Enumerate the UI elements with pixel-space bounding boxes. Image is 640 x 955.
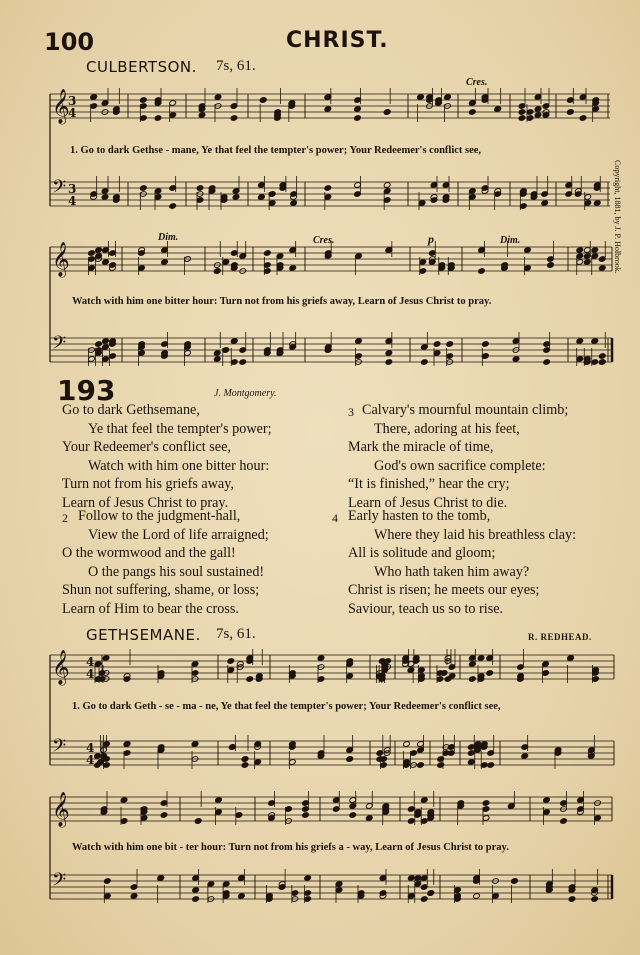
note-head <box>160 812 168 819</box>
note-head <box>157 875 165 882</box>
verse-1-line: Watch with him one bitter hour: <box>88 457 270 474</box>
note-head <box>246 676 254 683</box>
note-head <box>512 356 520 363</box>
note-head <box>355 338 363 345</box>
time-sig: 3 <box>68 94 77 108</box>
note-head <box>403 741 411 748</box>
verse-1-line: Learn of Jesus Christ to pray. <box>62 494 229 511</box>
note-head <box>421 359 429 366</box>
note-head <box>473 893 481 900</box>
time-sig: 4 <box>86 741 95 755</box>
note-head <box>354 115 362 122</box>
verse-3-line: There, adoring at his feet, <box>374 420 520 437</box>
note-head <box>383 109 391 116</box>
tune2-composer: R. REDHEAD. <box>528 632 592 642</box>
note-head <box>317 655 325 662</box>
verse-4-line: Christ is risen; he meets our eyes; <box>348 582 540 599</box>
tune1-dyn-dim1: Dim. <box>158 232 179 243</box>
note-head <box>487 762 495 769</box>
verse-2-number: 2 <box>62 511 68 525</box>
note-head <box>494 106 502 113</box>
note-head <box>385 359 393 366</box>
note-head <box>120 797 128 804</box>
note-head <box>213 350 221 357</box>
note-head <box>214 94 222 101</box>
note-head <box>354 106 362 113</box>
note-head <box>547 262 555 269</box>
note-head <box>534 106 542 113</box>
note-head <box>346 756 354 763</box>
note-head <box>407 667 415 674</box>
treble-clef: 𝄞 <box>52 242 70 277</box>
note-head <box>94 753 102 760</box>
note-head <box>191 741 199 748</box>
tune1-dyn-cres1: Cres. <box>466 77 488 88</box>
bass-clef: 𝄢 <box>52 333 67 358</box>
verse-2-line: Shun not suffering, shame, or loss; <box>62 582 260 599</box>
note-head <box>238 893 246 900</box>
note-head <box>289 265 297 272</box>
treble-clef: 𝄞 <box>52 650 70 685</box>
note-head <box>241 762 249 769</box>
note-head <box>469 676 477 683</box>
note-head <box>232 194 240 201</box>
note-head <box>290 200 298 207</box>
note-head <box>417 94 425 101</box>
note-head <box>518 115 526 122</box>
copyright-notice: Copyright, 1881, by J. P. Holbrook. <box>613 160 622 274</box>
note-head <box>598 265 606 272</box>
note-head <box>192 896 200 903</box>
tune2-lyrics-line1: 1. Go to dark Geth - se - ma - ne, Ye that feel the tempter's power; Your Redeemer's conflict see, <box>72 701 501 712</box>
verse-4-line: Saviour, teach us so to rise. <box>348 600 504 617</box>
note-head <box>258 194 266 201</box>
note-head <box>196 185 204 192</box>
note-head <box>593 200 601 207</box>
hymn-author: J. Montgomery. <box>214 388 277 399</box>
note-head <box>576 338 584 345</box>
note-head <box>478 268 486 275</box>
verse-2-line: View the Lord of life arraigned; <box>88 526 269 543</box>
verse-1-line: Ye that feel the tempter's power; <box>88 420 272 437</box>
note-head <box>304 875 312 882</box>
note-head <box>407 875 415 882</box>
note-head <box>154 115 162 122</box>
verse-2-line: O the wormwood and the gall! <box>62 545 236 562</box>
verse-1-line: Turn not from his griefs away, <box>62 476 234 493</box>
note-head <box>541 200 549 207</box>
note-head <box>448 673 456 680</box>
verse-4-line: Where they laid his breathless clay: <box>374 526 577 543</box>
verse-1-line: Your Redeemer's conflict see, <box>62 439 231 456</box>
note-head <box>102 338 110 345</box>
treble-clef: 𝄞 <box>52 792 70 827</box>
note-head <box>385 350 393 357</box>
note-head <box>482 341 490 348</box>
note-head <box>140 97 148 104</box>
note-head <box>469 109 477 116</box>
verse-2-line: O the pangs his soul sustained! <box>88 563 265 580</box>
bass-clef: 𝄢 <box>52 736 67 761</box>
note-head <box>518 109 526 116</box>
treble-clef: 𝄞 <box>52 89 70 124</box>
note-head <box>591 247 599 254</box>
note-head <box>482 800 490 807</box>
time-sig: 4 <box>68 106 77 120</box>
tune2-name: GETHSEMANE. <box>86 626 201 644</box>
note-head <box>567 109 575 116</box>
note-head <box>427 890 435 897</box>
note-head <box>324 185 332 192</box>
note-head <box>486 670 494 677</box>
note-head <box>560 818 568 825</box>
note-head <box>264 250 272 257</box>
note-head <box>94 762 102 769</box>
note-head <box>576 247 584 254</box>
hymn-number: 193 <box>57 374 116 407</box>
note-head <box>230 115 238 122</box>
note-head <box>568 896 576 903</box>
verse-4-line: Who hath taken him away? <box>374 563 530 580</box>
note-head <box>302 812 310 819</box>
note-head <box>365 815 373 822</box>
time-sig: 4 <box>86 655 95 669</box>
tune1-lyrics-line2: Watch with him one bitter hour: Turn not from his griefs away, Learn of Jesus Christ to pray. <box>72 296 492 307</box>
tune1-dyn-p: p <box>428 232 434 246</box>
note-head <box>95 247 103 254</box>
verse-3-line: Calvary's mournful mountain climb; <box>362 402 569 418</box>
note-head <box>169 203 177 210</box>
tune1-meter: 7s, 61. <box>216 58 256 74</box>
verse-1-line: Go to dark Gethsemane, <box>62 402 200 418</box>
note-head <box>467 759 475 766</box>
note-head <box>213 356 221 363</box>
note-head <box>239 359 247 366</box>
tune1-dyn-dim2: Dim. <box>500 235 521 246</box>
note-head <box>407 818 415 825</box>
note-head <box>420 797 428 804</box>
note-head <box>521 753 529 760</box>
time-sig: 4 <box>86 667 95 681</box>
verse-3-line: Mark the miracle of time, <box>348 439 494 456</box>
verse-3-line: God's own sacrifice complete: <box>374 457 546 474</box>
bass-clef: 𝄢 <box>52 870 67 895</box>
note-head <box>349 812 357 819</box>
time-sig: 3 <box>68 182 77 196</box>
note-head <box>524 247 532 254</box>
note-head <box>433 341 441 348</box>
note-head <box>591 896 599 903</box>
note-head <box>534 112 542 119</box>
note-head <box>161 259 169 266</box>
note-head <box>583 259 591 266</box>
verse-3-number: 3 <box>348 405 354 419</box>
note-head <box>324 106 332 113</box>
note-head <box>192 887 200 894</box>
note-head <box>213 268 221 275</box>
note-head <box>417 762 425 769</box>
note-head <box>102 655 110 662</box>
note-head <box>88 250 96 257</box>
verse-2-line: Follow to the judgment-hall, <box>78 508 241 524</box>
time-sig: 4 <box>86 753 95 767</box>
note-head <box>227 658 235 665</box>
verse-3-line: “It is finished,” hear the cry; <box>348 476 510 493</box>
note-head <box>477 655 485 662</box>
tune1-lyrics-line1: 1. Go to dark Gethse - mane, Ye that feel the tempter's power; Your Redeemer's conflict see, <box>70 145 482 156</box>
tune2-meter: 7s, 61. <box>216 626 256 642</box>
verse-3-line: Learn of Jesus Christ to die. <box>348 494 508 511</box>
time-sig: 4 <box>68 194 77 208</box>
tune1-name: CULBERTSON. <box>86 58 197 76</box>
verse-4-line: All is solitude and gloom; <box>348 545 496 562</box>
note-head <box>90 94 98 101</box>
tune1-dyn-cres2: Cres. <box>313 235 335 246</box>
note-head <box>259 97 267 104</box>
verse-4-line: Early hasten to the tomb, <box>348 508 491 524</box>
note-head <box>130 893 138 900</box>
note-head <box>420 896 428 903</box>
tune2-lyrics-line2: Watch with him one bit - ter hour: Turn not from his griefs a - way, Learn of Jesus Christ to pray. <box>72 842 509 853</box>
note-head <box>140 185 148 192</box>
note-head <box>567 655 575 662</box>
note-head <box>215 797 223 804</box>
note-head <box>579 115 587 122</box>
note-head <box>446 341 454 348</box>
note-head <box>198 112 206 119</box>
note-head <box>104 878 112 885</box>
bass-clef: 𝄢 <box>52 177 67 202</box>
note-head <box>194 818 202 825</box>
note-head <box>543 797 551 804</box>
verse-4-number: 4 <box>332 511 338 525</box>
note-head <box>598 353 606 360</box>
note-head <box>543 359 551 366</box>
page-number: 100 <box>44 28 95 56</box>
note-head <box>101 194 109 201</box>
note-head <box>383 182 391 189</box>
note-head <box>444 94 452 101</box>
running-head: CHRIST. <box>286 28 389 53</box>
note-head <box>95 341 103 348</box>
verse-2-line: Learn of Him to bear the cross. <box>62 600 239 617</box>
note-head <box>102 259 110 266</box>
